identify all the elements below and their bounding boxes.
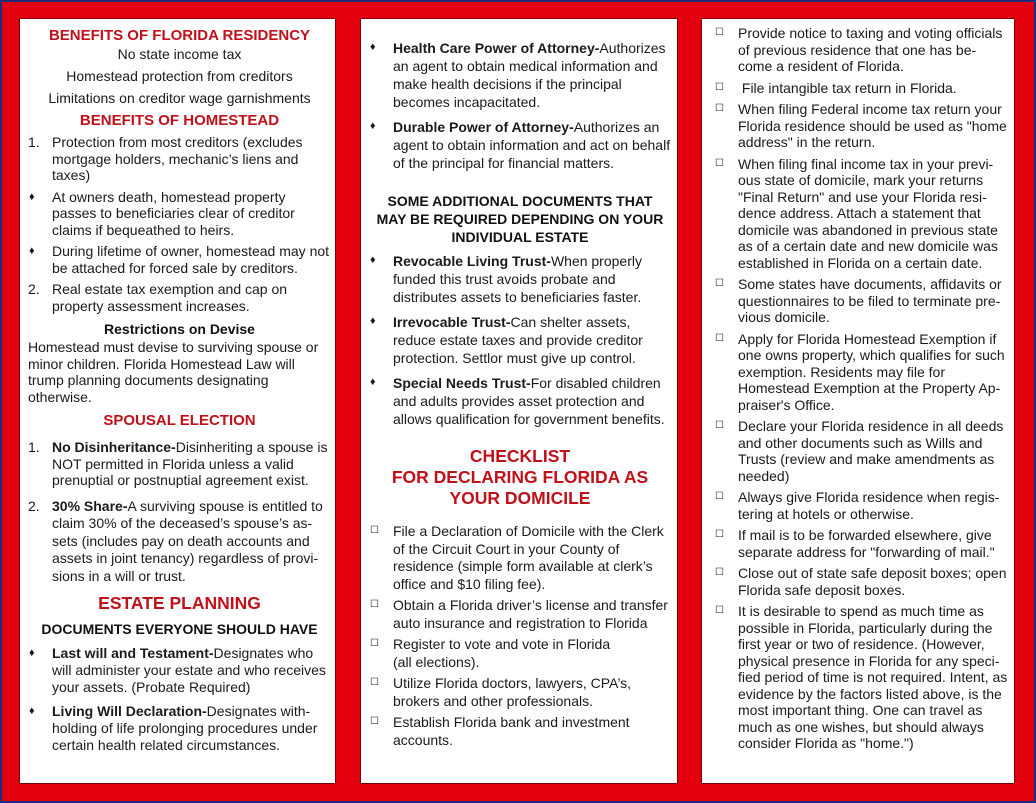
list-item-bold: Health Care Power of Attorney- — [393, 40, 600, 56]
benefits-list — [28, 43, 331, 109]
list-item-bold: 30% Share- — [52, 497, 128, 514]
list-item-bold: Last will and Testament- — [52, 645, 214, 661]
diamond-bullet-icon: ♦ — [370, 41, 376, 53]
list-item — [28, 189, 331, 239]
list-item — [367, 39, 673, 111]
list-marker: 2. — [28, 497, 40, 514]
checklist-item-text: File a Declaration of Domicile with the Clerk of the Circuit Court in your County of residence (simple form available at clerk’s office and $10 filing fee). — [393, 523, 664, 592]
restrictions-text: Homestead must devise to surviving spouse or minor children. Florida Homestead Law will trump planning documents designating otherwise. — [28, 339, 319, 405]
list-item — [28, 703, 331, 754]
spousal-election-heading: SPOUSAL ELECTION — [103, 412, 256, 429]
checklist-item — [714, 80, 1008, 97]
list-item-body: Designates with-holding of life prolonging procedures under certain health related circumstances. — [52, 703, 318, 753]
checklist-item-text: When filing Federal income tax return your Florida residence should be used as "home address" in the return. — [738, 101, 1007, 150]
list-item-text — [393, 118, 673, 172]
benefits-residency-heading: BENEFITS OF FLORIDA RESIDENCY — [48, 27, 311, 44]
checkbox-icon[interactable]: ☐ — [715, 420, 724, 431]
restrictions-heading: Restrictions on Devise — [104, 321, 255, 337]
diamond-bullet-icon: ♦ — [29, 245, 35, 257]
list-item — [28, 439, 331, 489]
list-marker: 1. — [28, 439, 40, 455]
checklist-item-text: Apply for Florida Homestead Exemption if one owns property, which qualifies for such exemption. Residents may file for Homestead Exemption at the Property Ap-praiser's Office. — [738, 330, 1005, 413]
list-item-body: Disinheriting a spouse is NOT permitted in Florida unless a valid prenuptial or postnuptial agreement exist. — [52, 439, 328, 488]
list-item — [28, 281, 331, 314]
checkbox-icon[interactable]: ☐ — [370, 599, 379, 610]
list-item-text: During lifetime of owner, homestead may not be attached for forced sale by creditors. — [52, 243, 330, 276]
checkbox-icon[interactable]: ☐ — [715, 103, 724, 114]
checklist-item — [714, 603, 1008, 752]
list-item-body: Can shelter assets, reduce estate taxes and provide creditor protection. Settlor must give up control. — [393, 314, 643, 366]
list-item — [28, 645, 331, 696]
panel-right — [701, 18, 1015, 784]
checkbox-icon[interactable]: ☐ — [370, 525, 379, 536]
list-item — [367, 118, 673, 172]
checkbox-icon[interactable]: ☐ — [715, 157, 724, 169]
list-item-text — [52, 498, 331, 586]
list-item-body: For disabled children and adults provides asset protection and allows qualification for government benefits. — [393, 375, 665, 427]
list-item-body: Authorizes an agent to obtain medical information and make health decisions if the principal becomes incapacitated. — [393, 40, 666, 110]
documents-list — [28, 645, 331, 754]
checklist-item — [367, 523, 673, 593]
homestead-list — [28, 134, 331, 314]
checklist-item — [714, 156, 1008, 272]
list-item-body: Authorizes an agent to obtain information and act on behalf of the principal for financial matters. — [393, 119, 671, 171]
list-item — [367, 374, 673, 428]
list-item — [28, 134, 331, 184]
checklist-item-text: File intangible tax return in Florida. — [738, 79, 957, 96]
checklist-item — [714, 331, 1008, 414]
list-item — [28, 498, 331, 586]
list-item-text: Real estate tax exemption and cap on property assessment increases. — [52, 281, 288, 314]
list-item — [28, 243, 331, 276]
list-item-text: Protection from most creditors (excludes mortgage holders, mechanic’s liens and taxes) — [52, 134, 303, 183]
diamond-bullet-icon: ♦ — [29, 190, 35, 203]
list-item-bold: Revocable Living Trust- — [393, 253, 551, 269]
diamond-bullet-icon: ♦ — [29, 647, 35, 659]
checkbox-icon[interactable]: ☐ — [715, 567, 724, 578]
checklist-item — [714, 489, 1008, 522]
checklist-item-text: Provide notice to taxing and voting officials of previous residence that one has be-come a resident of Florida. — [738, 25, 1003, 74]
checklist-item — [367, 636, 673, 671]
checklist-item-text: It is desirable to spend as much time as possible in Florida, particularly during the first year or two of residence. (However, physical presence in Florida for any speci-fied period of time is not required. Intent, as evidence by the factors listed above, is the most important thing. One can travel as much as one wishes, but should always consider Florida as "home.") — [738, 603, 1008, 751]
checkbox-icon[interactable]: ☐ — [370, 638, 379, 649]
checklist-item-text: If mail is to be forwarded elsewhere, give separate address for "forwarding of mail." — [738, 527, 995, 560]
checklist-item-text: Declare your Florida residence in all deeds and other documents such as Wills and Trusts (review and make amendments as needed) — [738, 418, 1004, 484]
checkbox-icon[interactable]: ☐ — [715, 278, 724, 289]
benefit-item: No state income tax — [117, 46, 242, 62]
list-item-text — [393, 252, 673, 306]
checkbox-icon[interactable]: ☐ — [715, 332, 724, 344]
list-item-body: Designates who will administer your estate and who receives your assets. (Probate Required) — [52, 645, 326, 695]
checklist-item-text: Always give Florida residence when regis-tering at hotels or otherwise. — [738, 489, 1000, 522]
checkbox-icon[interactable]: ☐ — [715, 27, 724, 38]
documents-heading: DOCUMENTS EVERYONE SHOULD HAVE — [41, 621, 318, 637]
checkbox-icon[interactable]: ☐ — [370, 677, 379, 688]
list-item-bold: No Disinheritance- — [52, 439, 176, 455]
list-item-text — [393, 39, 673, 111]
checklist-item-text: Register to vote and vote in Florida (all elections). — [393, 636, 611, 670]
benefit-item: Limitations on creditor wage garnishments — [48, 90, 311, 106]
checklist — [367, 523, 673, 749]
list-item-text — [393, 374, 673, 428]
list-item-text — [393, 313, 673, 367]
list-item-text — [52, 703, 331, 754]
spousal-list — [28, 439, 331, 585]
list-item-bold: Special Needs Trust- — [393, 375, 531, 391]
list-marker: 2. — [28, 281, 40, 297]
checklist-item — [367, 714, 673, 749]
power-of-attorney-list — [367, 39, 673, 172]
checklist-item — [714, 565, 1008, 598]
list-item-text — [52, 439, 331, 489]
diamond-bullet-icon: ♦ — [29, 705, 35, 717]
list-item-bold: Irrevocable Trust- — [393, 314, 511, 330]
checklist-item — [714, 276, 1008, 326]
list-item-text — [52, 645, 331, 696]
checklist-item-text: Utilize Florida doctors, lawyers, CPA’s, brokers and other professionals. — [393, 675, 632, 709]
diamond-bullet-icon: ♦ — [370, 376, 376, 388]
checklist-item-text: Obtain a Florida driver’s license and transfer auto insurance and registration to Florida — [393, 597, 668, 631]
checklist-item — [714, 527, 1008, 560]
checkbox-icon[interactable]: ☐ — [715, 81, 724, 93]
list-item — [367, 252, 673, 306]
additional-documents-heading: SOME ADDITIONAL DOCUMENTS THAT MAY BE REQUIRED DEPENDING ON YOUR INDIVIDUAL ESTATE — [376, 193, 664, 245]
panel-left — [19, 18, 336, 784]
checklist-heading: CHECKLIST FOR DECLARING FLORIDA AS YOUR DOMICILE — [391, 446, 649, 508]
benefits-homestead-heading: BENEFITS OF HOMESTEAD — [79, 112, 280, 129]
panel-middle — [360, 18, 678, 784]
additional-documents-list — [367, 252, 673, 428]
diamond-bullet-icon: ♦ — [370, 315, 376, 327]
list-item-text: At owners death, homestead property passes to beneficiaries clear of creditor claims if bequeathed to heirs. — [52, 188, 295, 238]
estate-planning-heading: ESTATE PLANNING — [98, 593, 261, 613]
checklist-item-text: Some states have documents, affidavits or questionnaires to be filed to terminate pre-vious domicile. — [738, 276, 1002, 325]
checklist-item — [367, 675, 673, 710]
checklist-item — [714, 418, 1008, 484]
list-item — [367, 313, 673, 367]
checkbox-icon[interactable]: ☐ — [715, 529, 724, 540]
checkbox-icon[interactable]: ☐ — [370, 716, 379, 727]
list-item-bold: Durable Power of Attorney- — [393, 119, 574, 135]
list-marker: 1. — [28, 134, 40, 150]
checkbox-icon[interactable]: ☐ — [715, 491, 724, 502]
list-item-body: A surviving spouse is entitled to claim 30% of the deceased’s spouse’s as-sets (includes pay on death accounts and assets in joint tenancy) regardless of provi-sions in a will or trust. — [52, 497, 323, 584]
checklist-item — [714, 101, 1008, 151]
checklist-item — [714, 25, 1008, 75]
checklist-item-text: When filing final income tax in your previ-ous state of domicile, mark your returns "Final Return" and use your Florida resi-dence address. Attach a statement that domicile was abandoned in previous state as of a certain date and new domicile was established in Florida on a certain date. — [738, 155, 998, 271]
checklist-item-text: Close out of state safe deposit boxes; open Florida safe deposit boxes. — [738, 565, 1007, 598]
list-item-bold: Living Will Declaration- — [52, 703, 207, 719]
benefit-item: Homestead protection from creditors — [66, 68, 293, 84]
checklist-continued — [714, 25, 1008, 752]
list-item-body: When properly funded this trust avoids probate and distributes assets to beneficiaries faster. — [393, 253, 642, 305]
checkbox-icon[interactable]: ☐ — [715, 605, 724, 616]
diamond-bullet-icon: ♦ — [370, 120, 376, 132]
checklist-item — [367, 597, 673, 632]
diamond-bullet-icon: ♦ — [370, 254, 376, 266]
checklist-item-text: Establish Florida bank and investment accounts. — [393, 714, 630, 748]
